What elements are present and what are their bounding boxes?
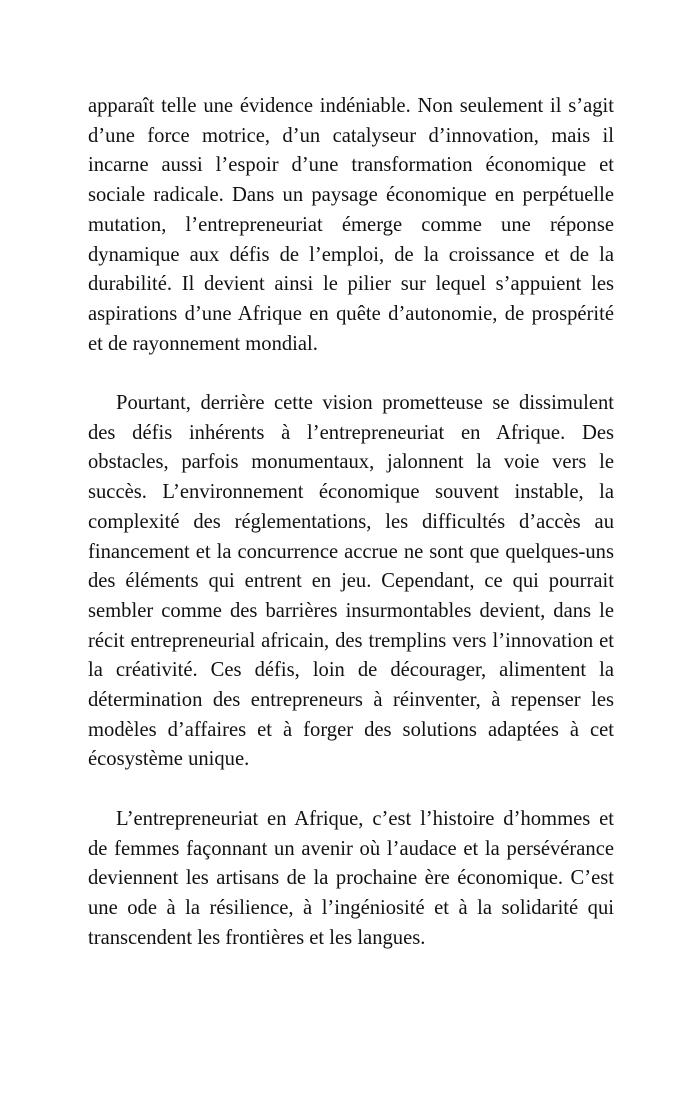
paragraph-continuation: apparaît telle une évidence indéniable. Non seulement il s’agit d’une force motrice, d’un catalyseur d’innovation, mais il incarne aussi l’espoir d’une transformation économique et sociale radicale. Dans un paysage économique en perpétuelle mutation, l’entrepreneuriat émerge comme une réponse dynamique aux défis de l’emploi, de la croissance et de la durabilité. Il devient ainsi le pilier sur lequel s’appuient les aspirations d’une Afrique en quête d’autonomie, de prospérité et de rayonnement mondial. <box>88 95 614 355</box>
paragraph-challenges: Pourtant, derrière cette vision prometteuse se dissimulent des défis inhérents à l’entrepreneuriat en Afrique. Des obstacles, parfois monumentaux, jalonnent la voie vers le succès. L’environnement économique souvent instable, la complexité des réglementations, les difficultés d’accès au financement et la concurrence accrue ne sont que quelques-uns des éléments qui entrent en jeu. Cependant, ce qui pourrait sembler comme des barrières insurmontables devient, dans le récit entrepreneurial africain, des tremplins vers l’innovation et la créativité. Ces défis, loin de décourager, alimentent la détermination des entrepreneurs à réinventer, à repenser les modèles d’affaires et à forger des solutions adaptées à cet écosystème unique. <box>88 392 614 771</box>
page-body <box>88 92 614 983</box>
paragraph-conclusion: L’entrepreneuriat en Afrique, c’est l’histoire d’hommes et de femmes façonnant un avenir où l’audace et la persévérance deviennent les artisans de la prochaine ère économique. C’est une ode à la résilience, à l’ingéniosité et à la solidarité qui transcendent les frontières et les langues. <box>88 807 614 949</box>
